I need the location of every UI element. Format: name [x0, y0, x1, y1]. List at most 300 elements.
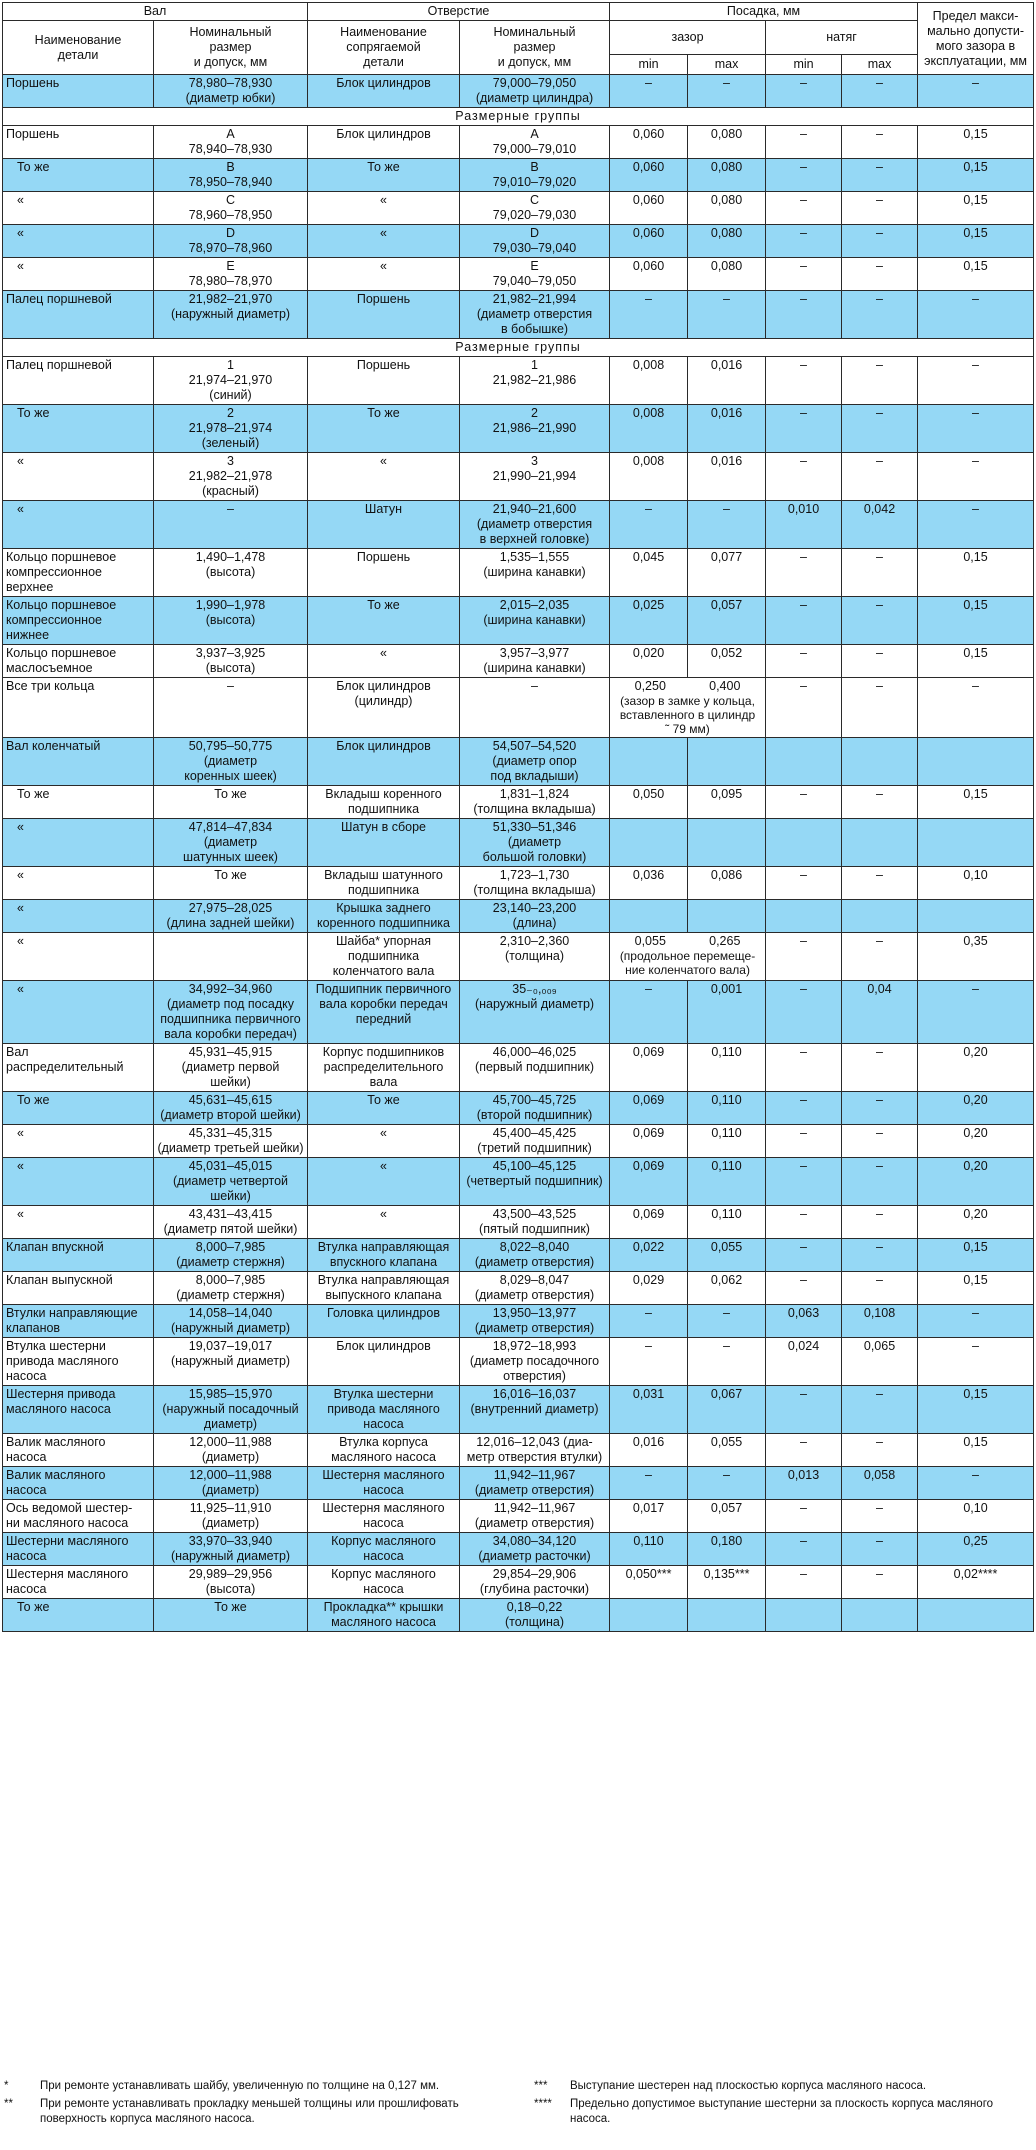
hole-size-cell: 8,029–8,047 (диаметр отверстия) — [460, 1272, 610, 1305]
part-name-cell: « — [3, 900, 154, 933]
mating-part-cell: « — [308, 1125, 460, 1158]
header-min: min — [766, 55, 842, 75]
clearance-max-cell: – — [688, 75, 766, 108]
clearance-max-cell: – — [688, 291, 766, 339]
clearance-min-cell: – — [610, 501, 688, 549]
mating-part-cell: Блок цилиндров (цилиндр) — [308, 678, 460, 738]
shaft-size-cell: A 78,940–78,930 — [154, 126, 308, 159]
clearance-min-cell: 0,060 — [610, 126, 688, 159]
interference-max-cell: – — [842, 357, 918, 405]
part-name-cell: То же — [3, 405, 154, 453]
part-name-cell: Палец поршневой — [3, 357, 154, 405]
table-row — [3, 549, 1034, 597]
part-name-cell: « — [3, 225, 154, 258]
interference-max-cell: – — [842, 291, 918, 339]
interference-min-cell: – — [766, 258, 842, 291]
interference-min-cell: 0,013 — [766, 1467, 842, 1500]
hole-size-cell: 1,831–1,824 (толщина вкладыша) — [460, 786, 610, 819]
clearance-min-cell — [610, 1599, 688, 1632]
table-row — [3, 1599, 1034, 1632]
shaft-size-cell: 12,000–11,988 (диаметр) — [154, 1467, 308, 1500]
part-name-cell: Клапан впускной — [3, 1239, 154, 1272]
table-row — [3, 1500, 1034, 1533]
clearance-min-cell: 0,060 — [610, 159, 688, 192]
shaft-size-cell: 2 21,978–21,974 (зеленый) — [154, 405, 308, 453]
interference-min-cell: 0,024 — [766, 1338, 842, 1386]
limit-clearance-cell: 0,25 — [918, 1533, 1034, 1566]
table-row — [3, 258, 1034, 291]
table-row — [3, 405, 1034, 453]
interference-max-cell: – — [842, 1500, 918, 1533]
mating-part-cell: То же — [308, 597, 460, 645]
limit-clearance-cell: – — [918, 357, 1034, 405]
clearance-min-cell: 0,110 — [610, 1533, 688, 1566]
interference-min-cell: – — [766, 291, 842, 339]
table-row — [3, 1239, 1034, 1272]
part-name-cell: Клапан выпускной — [3, 1272, 154, 1305]
table-row — [3, 1305, 1034, 1338]
clearance-max-cell: 0,055 — [688, 1239, 766, 1272]
hole-size-cell: 45,700–45,725 (второй подшипник) — [460, 1092, 610, 1125]
hole-size-cell: 2 21,986–21,990 — [460, 405, 610, 453]
limit-clearance-cell: 0,15 — [918, 192, 1034, 225]
interference-min-cell: – — [766, 1239, 842, 1272]
clearance-min-cell: – — [610, 291, 688, 339]
shaft-size-cell: 1,490–1,478 (высота) — [154, 549, 308, 597]
clearance-min-cell: – — [610, 1338, 688, 1386]
table-row — [3, 1533, 1034, 1566]
shaft-size-cell — [154, 933, 308, 981]
clearance-max-cell: 0,080 — [688, 225, 766, 258]
header-interference: натяг — [766, 21, 918, 55]
footnote — [4, 2097, 519, 2127]
clearance-note: (продольное перемеще- ние коленчатого вала) — [619, 949, 756, 977]
mating-part-cell: Поршень — [308, 549, 460, 597]
limit-clearance-cell — [918, 900, 1034, 933]
interference-min-cell: – — [766, 405, 842, 453]
limit-clearance-cell: 0,15 — [918, 126, 1034, 159]
part-name-cell: « — [3, 867, 154, 900]
mating-part-cell: « — [308, 1158, 460, 1206]
table-row — [3, 1125, 1034, 1158]
interference-max-cell: – — [842, 1386, 918, 1434]
part-name-cell: « — [3, 1158, 154, 1206]
part-name-cell: Все три кольца — [3, 678, 154, 738]
part-name-cell: « — [3, 1206, 154, 1239]
header-fit: Посадка, мм — [610, 3, 918, 21]
part-name-cell: « — [3, 981, 154, 1044]
interference-max-cell: – — [842, 867, 918, 900]
interference-min-cell: – — [766, 1434, 842, 1467]
interference-max-cell — [842, 738, 918, 786]
interference-min-cell: – — [766, 1158, 842, 1206]
interference-max-cell: – — [842, 645, 918, 678]
mating-part-cell: Втулка направляющая впускного клапана — [308, 1239, 460, 1272]
table-row — [3, 678, 1034, 738]
hole-size-cell: 16,016–16,037 (внутренний диаметр) — [460, 1386, 610, 1434]
clearance-max-cell: 0,086 — [688, 867, 766, 900]
interference-max-cell — [842, 900, 918, 933]
table-row — [3, 738, 1034, 786]
shaft-size-cell: 12,000–11,988 (диаметр) — [154, 1434, 308, 1467]
interference-min-cell: – — [766, 1125, 842, 1158]
part-name-cell: Валик масляного насоса — [3, 1467, 154, 1500]
interference-max-cell: – — [842, 453, 918, 501]
part-name-cell: Втулка шестерни привода масляного насоса — [3, 1338, 154, 1386]
limit-clearance-cell: – — [918, 678, 1034, 738]
header-clearance: зазор — [610, 21, 766, 55]
interference-max-cell: – — [842, 678, 918, 738]
part-name-cell: Кольцо поршневое маслосъемное — [3, 645, 154, 678]
interference-max-cell: 0,058 — [842, 1467, 918, 1500]
mating-part-cell: Корпус подшипников распределительного вала — [308, 1044, 460, 1092]
interference-max-cell: – — [842, 75, 918, 108]
clearance-min-cell — [610, 819, 688, 867]
hole-size-cell: 34,080–34,120 (диаметр расточки) — [460, 1533, 610, 1566]
limit-clearance-cell: 0,35 — [918, 933, 1034, 981]
limit-clearance-cell: – — [918, 453, 1034, 501]
clearance-max-cell: 0,080 — [688, 159, 766, 192]
clearance-min-cell — [610, 738, 688, 786]
table-row — [3, 819, 1034, 867]
clearance-min-cell: 0,022 — [610, 1239, 688, 1272]
clearance-max-cell: 0,110 — [688, 1125, 766, 1158]
interference-max-cell: – — [842, 1239, 918, 1272]
interference-max-cell: – — [842, 933, 918, 981]
interference-max-cell — [842, 1599, 918, 1632]
clearance-note: (зазор в замке у кольца, вставленного в цилиндр ˜ 79 мм) — [619, 694, 756, 736]
limit-clearance-cell: – — [918, 75, 1034, 108]
mating-part-cell: Блок цилиндров — [308, 1338, 460, 1386]
part-name-cell: Кольцо поршневое компрессионное нижнее — [3, 597, 154, 645]
clearance-min-cell: – — [610, 1305, 688, 1338]
hole-size-cell: 21,982–21,994 (диаметр отверстия в бобышке) — [460, 291, 610, 339]
table-row — [3, 159, 1034, 192]
limit-clearance-cell: 0,15 — [918, 159, 1034, 192]
limit-clearance-cell: 0,15 — [918, 645, 1034, 678]
footnote-mark: * — [4, 2080, 9, 2092]
table-row — [3, 1467, 1034, 1500]
shaft-size-cell: – — [154, 501, 308, 549]
interference-min-cell: – — [766, 1566, 842, 1599]
table-row — [3, 597, 1034, 645]
table-row — [3, 453, 1034, 501]
table-row — [3, 192, 1034, 225]
hole-size-cell: 54,507–54,520 (диаметр опор под вкладыши) — [460, 738, 610, 786]
clearance-min-cell: – — [610, 1467, 688, 1500]
hole-size-cell: 1,723–1,730 (толщина вкладыша) — [460, 867, 610, 900]
interference-min-cell: – — [766, 192, 842, 225]
clearance-max-cell: 0,180 — [688, 1533, 766, 1566]
table-row — [3, 1566, 1034, 1599]
footnote-text: При ремонте устанавливать прокладку меньшей толщины или прошлифовать поверхность корпуса масляного насоса. — [40, 2098, 459, 2125]
hole-size-cell: 13,950–13,977 (диаметр отверстия) — [460, 1305, 610, 1338]
shaft-size-cell: 45,031–45,015 (диаметр четвертой шейки) — [154, 1158, 308, 1206]
interference-min-cell: – — [766, 597, 842, 645]
clearance-min-cell: 0,060 — [610, 258, 688, 291]
clearance-min-cell: 0,029 — [610, 1272, 688, 1305]
interference-max-cell: 0,108 — [842, 1305, 918, 1338]
shaft-size-cell: 47,814–47,834 (диаметр шатунных шеек) — [154, 819, 308, 867]
clearance-max-cell: 0,110 — [688, 1092, 766, 1125]
header-hole: Отверстие — [308, 3, 610, 21]
part-name-cell: « — [3, 501, 154, 549]
interference-min-cell — [766, 900, 842, 933]
interference-min-cell: – — [766, 867, 842, 900]
interference-min-cell: – — [766, 159, 842, 192]
limit-clearance-cell: 0,20 — [918, 1158, 1034, 1206]
table-row — [3, 981, 1034, 1044]
hole-size-cell: E 79,040–79,050 — [460, 258, 610, 291]
shaft-size-cell: D 78,970–78,960 — [154, 225, 308, 258]
limit-clearance-cell: 0,15 — [918, 597, 1034, 645]
clearance-min-cell: – — [610, 981, 688, 1044]
part-name-cell: Шестерня привода масляного насоса — [3, 1386, 154, 1434]
clearance-min-cell: 0,069 — [610, 1044, 688, 1092]
interference-min-cell: – — [766, 786, 842, 819]
mating-part-cell: Шайба* упорная подшипника коленчатого вала — [308, 933, 460, 981]
shaft-size-cell: B 78,950–78,940 — [154, 159, 308, 192]
mating-part-cell: « — [308, 453, 460, 501]
size-group-row — [3, 108, 1034, 126]
clearance-min-cell: 0,069 — [610, 1158, 688, 1206]
footnote — [534, 2097, 1032, 2127]
size-group-label: Размерные группы — [3, 339, 1034, 357]
footnote-text: Выступание шестерен над плоскостью корпуса масляного насоса. — [570, 2080, 927, 2092]
interference-min-cell: – — [766, 1386, 842, 1434]
hole-size-cell: 45,400–45,425 (третий подшипник) — [460, 1125, 610, 1158]
clearance-max-cell: 0,080 — [688, 192, 766, 225]
interference-max-cell: – — [842, 1125, 918, 1158]
hole-size-cell: 2,310–2,360 (толщина) — [460, 933, 610, 981]
mating-part-cell: Втулка шестерни привода масляного насоса — [308, 1386, 460, 1434]
interference-max-cell: 0,04 — [842, 981, 918, 1044]
limit-clearance-cell: 0,15 — [918, 258, 1034, 291]
shaft-size-cell: 43,431–43,415 (диаметр пятой шейки) — [154, 1206, 308, 1239]
mating-part-cell: Блок цилиндров — [308, 75, 460, 108]
interference-min-cell: – — [766, 1500, 842, 1533]
table-row — [3, 291, 1034, 339]
limit-clearance-cell: 0,15 — [918, 1434, 1034, 1467]
part-name-cell: Ось ведомой шестер- ни масляного насоса — [3, 1500, 154, 1533]
table-row — [3, 786, 1034, 819]
part-name-cell: « — [3, 192, 154, 225]
clearance-min-cell: 0,050 — [610, 786, 688, 819]
limit-clearance-cell: – — [918, 1305, 1034, 1338]
interference-max-cell: – — [842, 549, 918, 597]
hole-size-cell: – — [460, 678, 610, 738]
limit-clearance-cell: 0,10 — [918, 1500, 1034, 1533]
table-row — [3, 1044, 1034, 1092]
clearance-max-cell: – — [688, 1305, 766, 1338]
part-name-cell: « — [3, 258, 154, 291]
limit-clearance-cell: 0,20 — [918, 1125, 1034, 1158]
mating-part-cell: « — [308, 258, 460, 291]
interference-max-cell: – — [842, 225, 918, 258]
hole-size-cell: A 79,000–79,010 — [460, 126, 610, 159]
size-group-row — [3, 339, 1034, 357]
limit-clearance-cell: 0,20 — [918, 1044, 1034, 1092]
interference-min-cell: – — [766, 225, 842, 258]
clearance-max-cell: 0,057 — [688, 597, 766, 645]
interference-max-cell: – — [842, 1044, 918, 1092]
part-name-cell: « — [3, 933, 154, 981]
footnote-text: При ремонте устанавливать шайбу, увеличенную по толщине на 0,127 мм. — [40, 2080, 440, 2092]
hole-size-cell: 46,000–46,025 (первый подшипник) — [460, 1044, 610, 1092]
clearance-min-cell — [610, 678, 766, 738]
interference-min-cell — [766, 738, 842, 786]
part-name-cell: То же — [3, 159, 154, 192]
interference-max-cell: – — [842, 1533, 918, 1566]
shaft-size-cell: 1,990–1,978 (высота) — [154, 597, 308, 645]
interference-min-cell: – — [766, 933, 842, 981]
footnote-text: Предельно допустимое выступание шестерни за плоскость корпуса масляного насоса. — [570, 2098, 994, 2125]
shaft-size-cell: 34,992–34,960 (диаметр под посадку подшипника первичного вала коробки передач) — [154, 981, 308, 1044]
mating-part-cell: Шестерня масляного насоса — [308, 1467, 460, 1500]
limit-clearance-cell — [918, 738, 1034, 786]
table-row — [3, 1434, 1034, 1467]
clearance-max-cell: 0,016 — [688, 453, 766, 501]
clearance-max-cell: 0,080 — [688, 258, 766, 291]
shaft-size-cell: 3 21,982–21,978 (красный) — [154, 453, 308, 501]
part-name-cell: Шестерни масляного насоса — [3, 1533, 154, 1566]
hole-size-cell: 43,500–43,525 (пятый подшипник) — [460, 1206, 610, 1239]
clearance-min-value: 0,250 — [634, 679, 666, 693]
shaft-size-cell: C 78,960–78,950 — [154, 192, 308, 225]
clearance-max-value: 0,400 — [709, 679, 741, 693]
mating-part-cell: Прокладка** крышки масляного насоса — [308, 1599, 460, 1632]
interference-min-cell — [766, 1599, 842, 1632]
interference-max-cell: – — [842, 1272, 918, 1305]
clearance-min-cell: 0,060 — [610, 225, 688, 258]
shaft-size-cell: 29,989–29,956 (высота) — [154, 1566, 308, 1599]
shaft-size-cell: 27,975–28,025 (длина задней шейки) — [154, 900, 308, 933]
clearance-max-cell: – — [688, 1338, 766, 1386]
footnote-mark: ** — [4, 2098, 13, 2110]
clearance-max-cell: 0,135*** — [688, 1566, 766, 1599]
part-name-cell: Кольцо поршневое компрессионное верхнее — [3, 549, 154, 597]
limit-clearance-cell: 0,15 — [918, 786, 1034, 819]
header-min: min — [610, 55, 688, 75]
clearance-min-cell: 0,017 — [610, 1500, 688, 1533]
clearance-min-cell — [610, 900, 688, 933]
clearance-max-cell: – — [688, 1467, 766, 1500]
clearance-min-cell: 0,036 — [610, 867, 688, 900]
interference-max-cell: – — [842, 1092, 918, 1125]
limit-clearance-cell: – — [918, 981, 1034, 1044]
clearance-min-cell: 0,020 — [610, 645, 688, 678]
table-row — [3, 75, 1034, 108]
shaft-size-cell: 78,980–78,930 (диаметр юбки) — [154, 75, 308, 108]
hole-size-cell: 3 21,990–21,994 — [460, 453, 610, 501]
mating-part-cell: Шатун в сборе — [308, 819, 460, 867]
table-row — [3, 1092, 1034, 1125]
mating-part-cell: То же — [308, 405, 460, 453]
mating-part-cell: Блок цилиндров — [308, 738, 460, 786]
hole-size-cell: 23,140–23,200 (длина) — [460, 900, 610, 933]
header-nominal-hole: Номинальный размер и допуск, мм — [460, 21, 610, 75]
limit-clearance-cell: 0,02**** — [918, 1566, 1034, 1599]
limit-clearance-cell — [918, 1599, 1034, 1632]
part-name-cell: Поршень — [3, 75, 154, 108]
footnote — [534, 2079, 1032, 2094]
limit-clearance-cell: – — [918, 1467, 1034, 1500]
interference-max-cell: – — [842, 258, 918, 291]
clearance-max-cell: 0,001 — [688, 981, 766, 1044]
mating-part-cell: Корпус масляного насоса — [308, 1566, 460, 1599]
shaft-size-cell: – — [154, 678, 308, 738]
clearance-min-cell: 0,045 — [610, 549, 688, 597]
mating-part-cell: « — [308, 192, 460, 225]
table-row — [3, 126, 1034, 159]
clearance-min-cell — [610, 933, 766, 981]
mating-part-cell: Поршень — [308, 291, 460, 339]
clearance-min-cell: 0,008 — [610, 453, 688, 501]
hole-size-cell: 11,942–11,967 (диаметр отверстия) — [460, 1467, 610, 1500]
table-row — [3, 501, 1034, 549]
table-body — [3, 75, 1034, 1632]
part-name-cell: « — [3, 1125, 154, 1158]
clearance-max-cell — [688, 900, 766, 933]
table-row — [3, 1272, 1034, 1305]
clearance-max-cell: 0,055 — [688, 1434, 766, 1467]
mating-part-cell: Поршень — [308, 357, 460, 405]
shaft-size-cell: 8,000–7,985 (диаметр стержня) — [154, 1239, 308, 1272]
hole-size-cell: 29,854–29,906 (глубина расточки) — [460, 1566, 610, 1599]
footnote-mark: *** — [534, 2080, 548, 2092]
shaft-size-cell: 21,982–21,970 (наружный диаметр) — [154, 291, 308, 339]
table-row — [3, 357, 1034, 405]
mating-part-cell: То же — [308, 1092, 460, 1125]
header-nominal: Номинальный размер и допуск, мм — [154, 21, 308, 75]
mating-part-cell: Втулка направляющая выпускного клапана — [308, 1272, 460, 1305]
shaft-size-cell: 11,925–11,910 (диаметр) — [154, 1500, 308, 1533]
table-row — [3, 225, 1034, 258]
interference-min-cell: – — [766, 1272, 842, 1305]
hole-size-cell: C 79,020–79,030 — [460, 192, 610, 225]
mating-part-cell: Шестерня масляного насоса — [308, 1500, 460, 1533]
interference-max-cell: – — [842, 126, 918, 159]
interference-max-cell — [842, 819, 918, 867]
hole-size-cell: 1,535–1,555 (ширина канавки) — [460, 549, 610, 597]
table-header — [3, 3, 1034, 75]
shaft-size-cell: 33,970–33,940 (наружный диаметр) — [154, 1533, 308, 1566]
hole-size-cell: 0,18–0,22 (толщина) — [460, 1599, 610, 1632]
hole-size-cell: D 79,030–79,040 — [460, 225, 610, 258]
limit-clearance-cell: 0,15 — [918, 225, 1034, 258]
part-name-cell: Вал распределительный — [3, 1044, 154, 1092]
interference-min-cell: – — [766, 678, 842, 738]
clearance-max-cell — [688, 1599, 766, 1632]
part-name-cell: Поршень — [3, 126, 154, 159]
shaft-size-cell: 14,058–14,040 (наружный диаметр) — [154, 1305, 308, 1338]
interference-max-cell: – — [842, 1566, 918, 1599]
header-part-name: Наименование детали — [3, 21, 154, 75]
limit-clearance-cell: – — [918, 291, 1034, 339]
interference-min-cell: – — [766, 1533, 842, 1566]
interference-max-cell: – — [842, 159, 918, 192]
limit-clearance-cell: – — [918, 501, 1034, 549]
limit-clearance-cell: 0,20 — [918, 1092, 1034, 1125]
clearance-max-cell — [688, 738, 766, 786]
clearance-min-cell: 0,025 — [610, 597, 688, 645]
interference-max-cell: – — [842, 597, 918, 645]
shaft-size-cell: То же — [154, 1599, 308, 1632]
interference-max-cell: 0,065 — [842, 1338, 918, 1386]
shaft-size-cell: 1 21,974–21,970 (синий) — [154, 357, 308, 405]
table-row — [3, 933, 1034, 981]
clearance-max-cell: 0,080 — [688, 126, 766, 159]
